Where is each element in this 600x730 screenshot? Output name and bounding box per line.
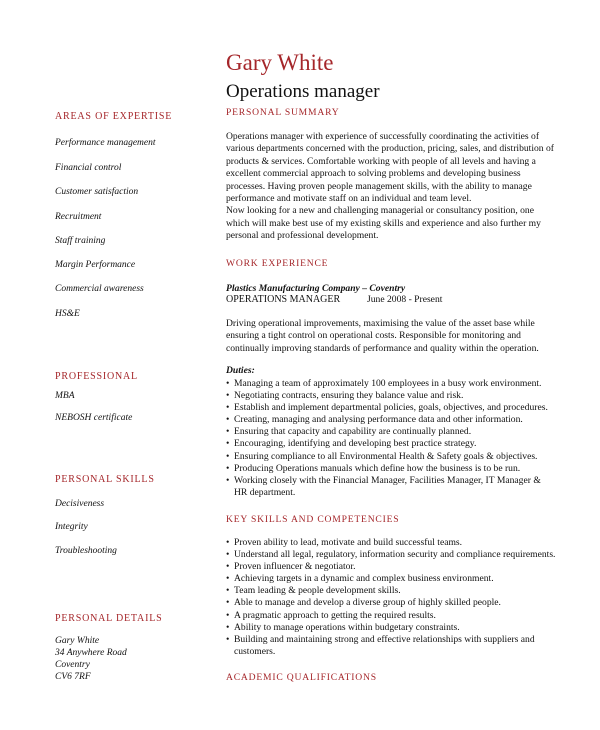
- academic-heading: ACADEMIC QUALIFICATIONS: [226, 672, 377, 683]
- skills-heading: PERSONAL SKILLS: [55, 474, 155, 485]
- work-heading: WORK EXPERIENCE: [226, 258, 329, 269]
- work-company: Plastics Manufacturing Company – Coventry: [226, 283, 406, 294]
- key-skills-list: [226, 537, 556, 658]
- details-postcode: CV6 7RF: [55, 672, 91, 682]
- work-description: Driving operational improvements, maximising the value of the asset base while ensuring a tight control on operational costs. Responsible for monitoring and continually improving standards of performance and quality within the operation.: [226, 318, 539, 354]
- professional-item: MBA: [55, 391, 75, 401]
- work-position: OPERATIONS MANAGER: [226, 294, 341, 305]
- work-position-line: [226, 294, 556, 306]
- details-street: 34 Anywhere Road: [55, 648, 127, 658]
- duty-item: • Working closely with the Financial Manager, Facilities Manager, IT Manager & HR department.: [226, 475, 556, 499]
- key-skill-item: • Understand all legal, regulatory, information security and compliance requirements.: [226, 549, 556, 561]
- key-skills-heading: KEY SKILLS AND COMPETENCIES: [226, 514, 400, 525]
- expertise-item: Recruitment: [55, 212, 102, 222]
- key-skill-item: • Proven ability to lead, motivate and build successful teams.: [226, 537, 556, 549]
- work-dates: June 2008 - Present: [367, 294, 443, 305]
- details-city: Coventry: [55, 660, 90, 670]
- expertise-item: Margin Performance: [55, 260, 136, 270]
- key-skill-item: • Team leading & people development skills.: [226, 585, 556, 597]
- summary-paragraph-1: Operations manager with experience of successfully coordinating the activities of various departments concerned with the production, pricing, sales, and distribution of products & services. Comfortable working with people of all levels and having a excellent commercial approach to solving problems and developing business processes. Having proven people management skills, with the ability to manage performance and motivate staff on an individual and team level.: [226, 131, 554, 205]
- details-heading: PERSONAL DETAILS: [55, 613, 163, 624]
- skill-item: Integrity: [55, 522, 88, 532]
- duty-item: • Producing Operations manuals which define how the business is to be run.: [226, 463, 556, 475]
- expertise-item: Staff training: [55, 236, 106, 246]
- duty-item: • Encouraging, identifying and developing best practice strategy.: [226, 438, 556, 450]
- professional-heading: PROFESSIONAL: [55, 371, 138, 382]
- summary-body: [226, 131, 556, 243]
- expertise-item: HS&E: [55, 309, 80, 319]
- summary-paragraph-2: Now looking for a new and challenging managerial or consultancy position, one which will make best use of my existing skills and experience and also further my personal and professional development.: [226, 205, 541, 242]
- key-skill-item: • Ability to manage operations within budgetary constraints.: [226, 622, 556, 634]
- key-skill-item: • Proven influencer & negotiator.: [226, 561, 556, 573]
- key-skill-item: • A pragmatic approach to getting the required results.: [226, 610, 556, 622]
- professional-item: NEBOSH certificate: [55, 413, 133, 423]
- duty-item: • Negotiating contracts, ensuring they balance value and risk.: [226, 390, 556, 402]
- skill-item: Decisiveness: [55, 499, 105, 509]
- candidate-role: Operations manager: [226, 81, 380, 102]
- candidate-name: Gary White: [226, 50, 334, 75]
- duty-item: • Ensuring compliance to all Environmental Health & Safety goals & objectives.: [226, 451, 556, 463]
- duties-label: Duties:: [226, 365, 255, 376]
- duty-item: • Ensuring that capacity and capability are continually planned.: [226, 426, 556, 438]
- key-skill-item: • Achieving targets in a dynamic and complex business environment.: [226, 573, 556, 585]
- expertise-item: Commercial awareness: [55, 284, 144, 294]
- expertise-item: Financial control: [55, 163, 122, 173]
- duty-item: • Managing a team of approximately 100 employees in a busy work environment.: [226, 378, 556, 390]
- skill-item: Troubleshooting: [55, 546, 117, 556]
- duties-list: [226, 378, 556, 499]
- duty-item: • Creating, managing and analysing performance data and other information.: [226, 414, 556, 426]
- expertise-heading: AREAS OF EXPERTISE: [55, 111, 173, 122]
- summary-heading: PERSONAL SUMMARY: [226, 107, 340, 118]
- key-skill-item: • Able to manage and develop a diverse group of highly skilled people.: [226, 597, 556, 609]
- personal-details: [55, 635, 215, 683]
- expertise-item: Performance management: [55, 138, 156, 148]
- details-name: Gary White: [55, 636, 100, 646]
- expertise-item: Customer satisfaction: [55, 187, 139, 197]
- duty-item: • Establish and implement departmental policies, goals, objectives, and procedures.: [226, 402, 556, 414]
- key-skill-item: • Building and maintaining strong and effective relationships with suppliers and customers.: [226, 634, 556, 658]
